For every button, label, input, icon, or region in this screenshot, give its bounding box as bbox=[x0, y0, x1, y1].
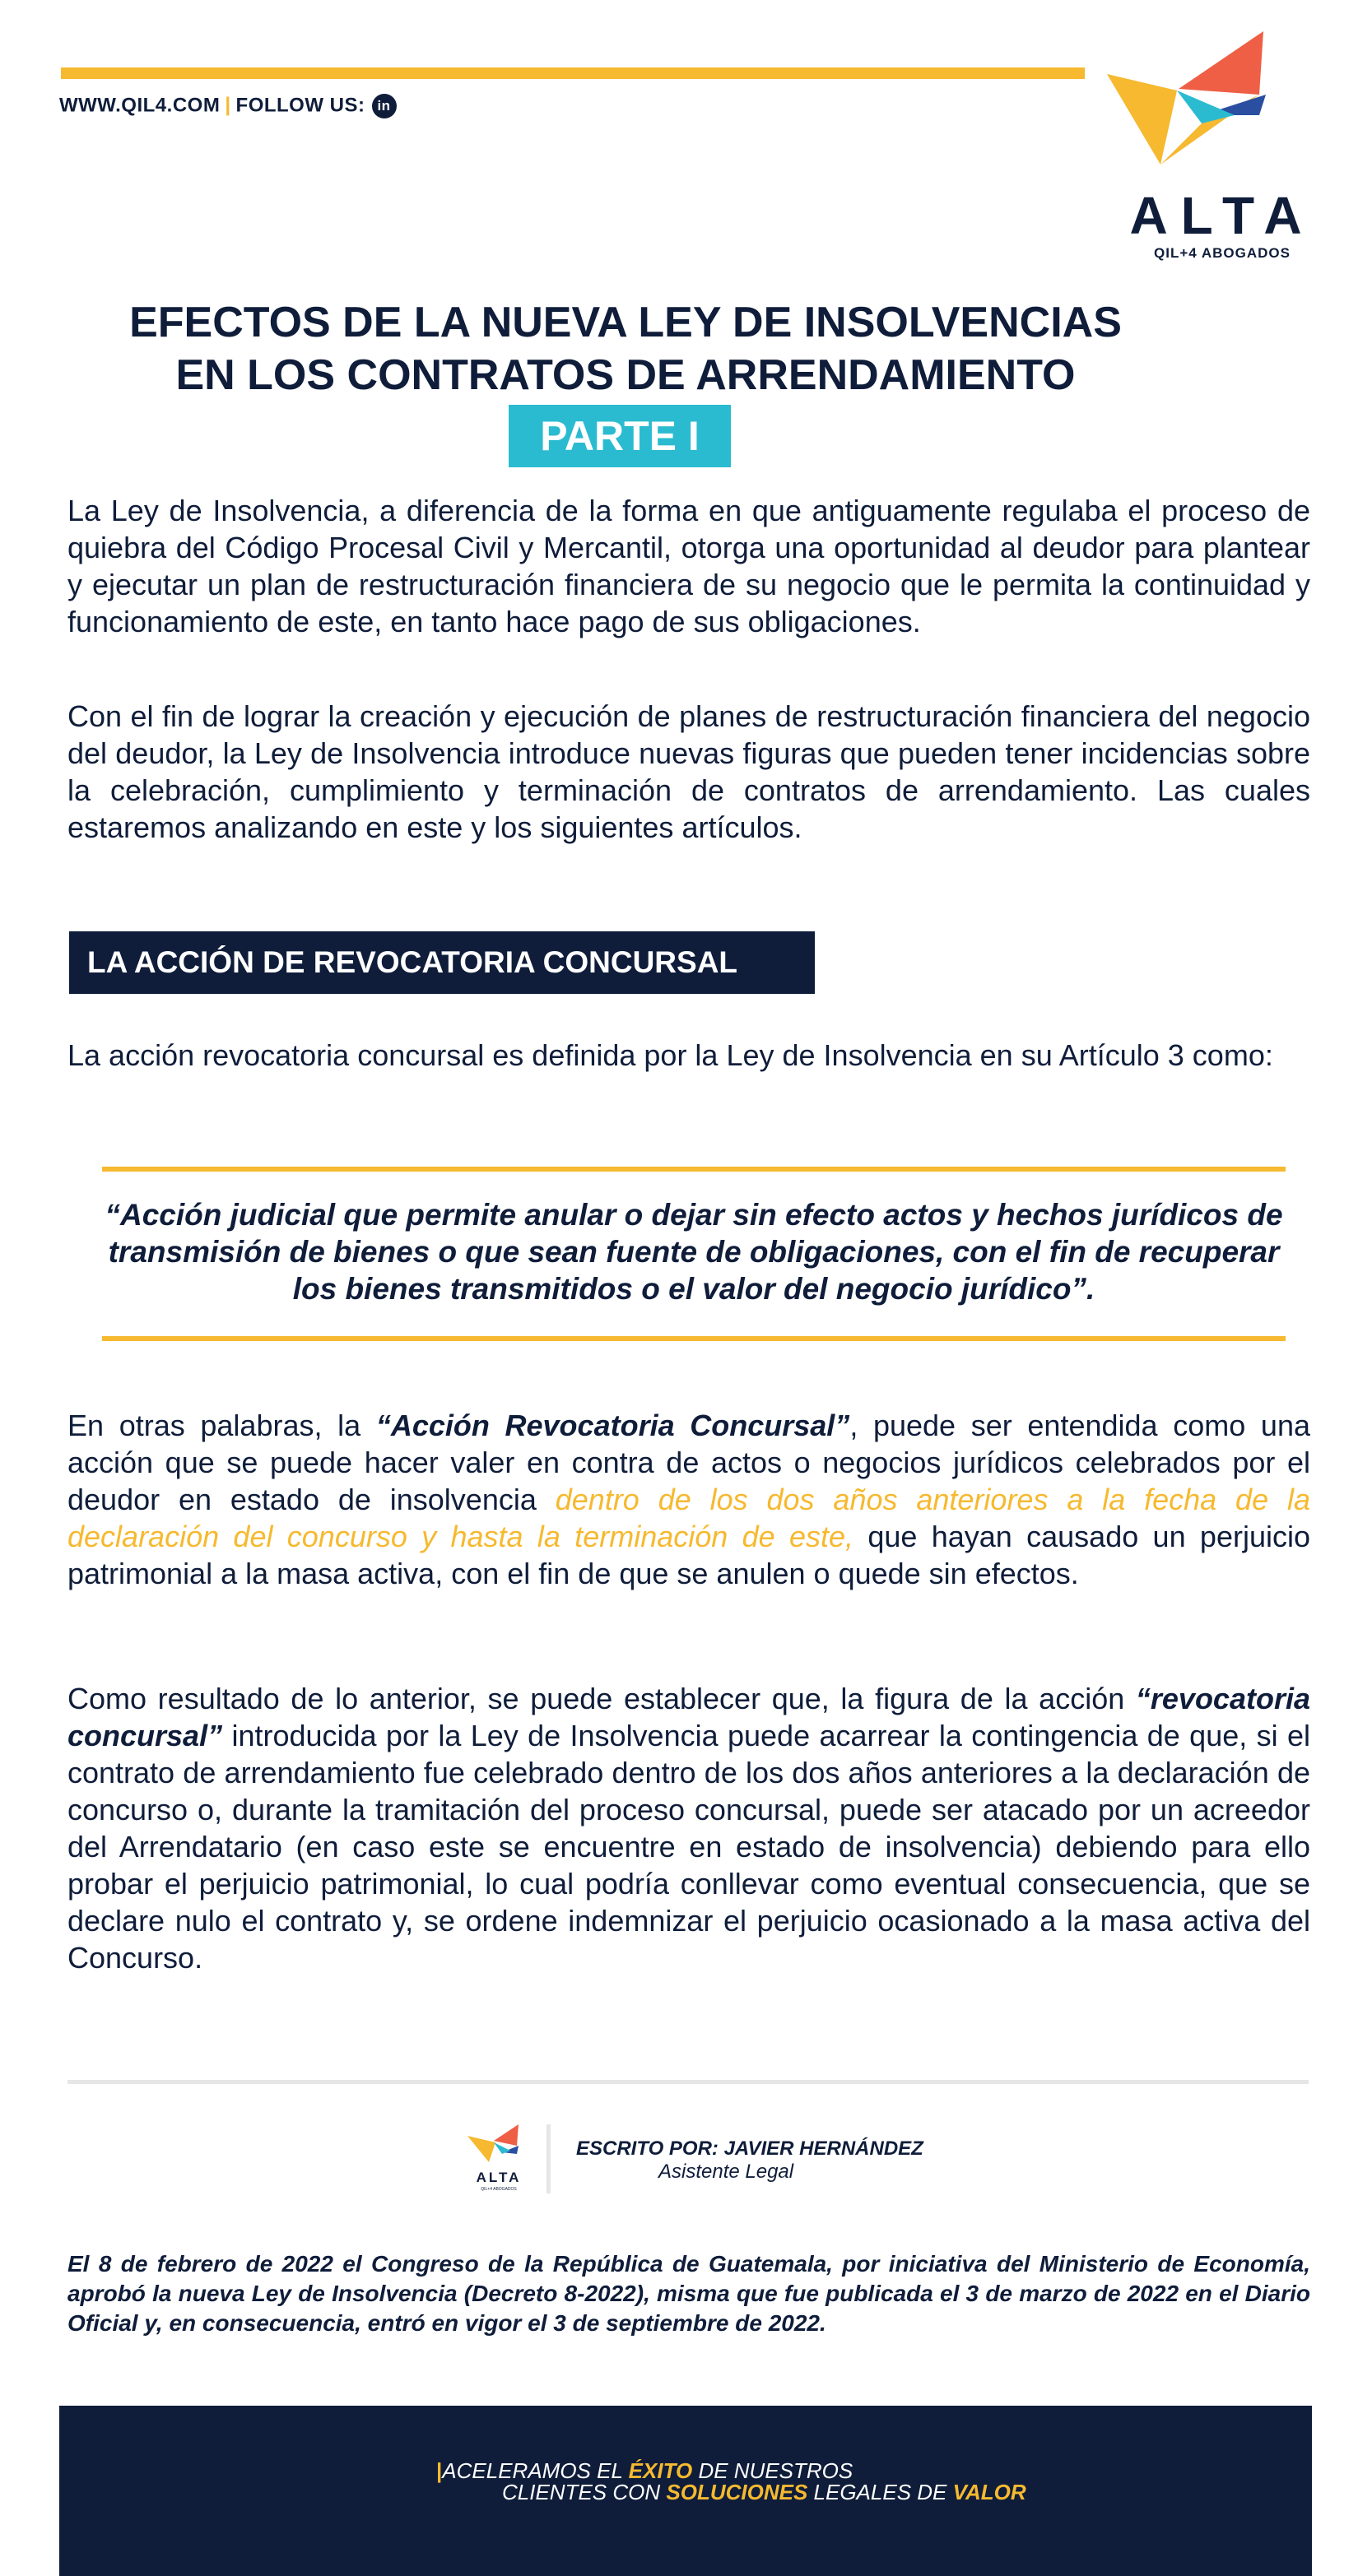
second-paragraph: Con el fin de lograr la creación y ejecución de planes de restructuración financiera del negocio del deudor, la Ley de Insolvencia introduce nuevas figuras que pueden tener incidencias sobre la celebración, cumplimiento y terminación de contratos de arrendamiento. Las cuales estaremos analizando en este y los siguientes artículos. bbox=[67, 699, 1310, 844]
slogan-exito: ÉXITO bbox=[628, 2458, 693, 2483]
follow-label: FOLLOW US: bbox=[235, 94, 365, 117]
slogan-line-2 bbox=[502, 2480, 1026, 2505]
page-title bbox=[82, 296, 1169, 401]
p4-text-c: , puede ser entendida como una acción que se puede hacer valer en contra de actos o negocios jurídicos celebrados por el deudor en estado de insolvencia bbox=[67, 1409, 1310, 1516]
slogan-soluciones: SOLUCIONES bbox=[666, 2480, 808, 2504]
intro-paragraph: La Ley de Insolvencia, a diferencia de la forma en que antiguamente regulaba el proceso de quiebra del Código Procesal Civil y Mercantil, otorga una oportunidad al deudor para plantear y ejecutar un plan de restructuración financiera de su negocio que le permita la continuidad y funcionamiento de este, en tanto hace pago de sus obligaciones. bbox=[67, 494, 1310, 638]
author-role: Asistente Legal bbox=[658, 2161, 794, 2183]
author-separator bbox=[546, 2124, 551, 2193]
top-accent-bar bbox=[61, 67, 1085, 79]
small-logo-word: ALTA bbox=[476, 2170, 522, 2185]
law-quote: “Acción judicial que permite anular o dejar sin efecto actos y hechos jurídicos de transmisión de bienes o que sean fuente de obligaciones, con el fin de recuperar los bienes transmitidos o el valor del negocio jurídico”. bbox=[105, 1198, 1283, 1306]
slogan-valor: VALOR bbox=[952, 2480, 1026, 2504]
slogan-l2-a: CLIENTES CON bbox=[502, 2480, 667, 2504]
header-contact bbox=[59, 94, 397, 118]
conclusion-paragraph bbox=[67, 1680, 1310, 1976]
title-line-2: EN LOS CONTRATOS DE ARRENDAMIENTO bbox=[175, 351, 1076, 399]
quote-top-rule bbox=[102, 1167, 1286, 1172]
linkedin-icon[interactable]: in bbox=[372, 94, 397, 118]
background-note: El 8 de febrero de 2022 el Congreso de la República de Guatemala, por iniciativa del Ministerio de Economía, aprobó la nueva Ley de Insolvencia (Decreto 8-2022), misma que fue publicada el 3 de marzo de 2022 en el Diario Oficial y, en consecuencia, entró en vigor el 3 de septiembre de 2022. bbox=[67, 2251, 1310, 2336]
explanation-paragraph bbox=[67, 1407, 1310, 1592]
title-line-1: EFECTOS DE LA NUEVA LEY DE INSOLVENCIAS bbox=[129, 299, 1122, 346]
website-link[interactable]: WWW.QIL4.COM bbox=[59, 94, 221, 117]
logo-teal-shape bbox=[1177, 91, 1235, 123]
header-separator: | bbox=[225, 94, 231, 117]
slogan-l2-c: LEGALES DE bbox=[807, 2480, 953, 2504]
small-logo-coral bbox=[494, 2124, 519, 2146]
p5-term: “revocatoria concursal” bbox=[67, 1682, 1310, 1752]
p5-text-a: Como resultado de lo anterior, se puede establecer que, la figura de la acción bbox=[67, 1682, 1136, 1715]
definition-intro: La acción revocatoria concursal es definida por la Ley de Insolvencia en su Artículo 3 como: bbox=[67, 1038, 1273, 1072]
p5-text-c: introducida por la Ley de Insolvencia puede acarrear la contingencia de que, si el contrato de arrendamiento fue celebrado dentro de los dos años anteriores a la declaración de concurso o, durante la tramitación del proceso concursal, puede ser atacado por un acreedor del Arrendatario (en caso este se encuentre en estado de insolvencia) debiendo para ello probar el perjuicio patrimonial, lo cual podría conllevar como eventual consecuencia, que se declare nulo el contrato y, se ordene indemnizar el perjuicio ocasionado a la masa activa del Concurso. bbox=[67, 1719, 1310, 1975]
quote-bottom-rule bbox=[102, 1336, 1286, 1341]
author-byline: ESCRITO POR: JAVIER HERNÁNDEZ bbox=[576, 2137, 923, 2160]
author-logo bbox=[463, 2123, 535, 2193]
small-logo-gold bbox=[467, 2136, 495, 2162]
p4-term: “Acción Revocatoria Concursal” bbox=[375, 1409, 850, 1442]
p4-text-a: En otras palabras, la bbox=[67, 1409, 376, 1442]
p4-highlight: dentro de los dos años anteriores a la fecha de la declaración del concurso y hasta la terminación de este, bbox=[67, 1483, 1310, 1553]
slogan-l1-c: DE NUESTROS bbox=[692, 2458, 853, 2483]
logo-subtitle: QIL+4 ABOGADOS bbox=[1154, 245, 1291, 261]
logo-coral-shape bbox=[1179, 31, 1263, 95]
p4-text-e: que hayan causado un perjuicio patrimonial a la masa activa, con el fin de que se anulen o quede sin efectos. bbox=[67, 1520, 1310, 1590]
section-divider bbox=[67, 2080, 1309, 2084]
small-logo-sub: QIL+4 ABOGADOS bbox=[481, 2187, 517, 2192]
part-badge: PARTE I bbox=[509, 405, 731, 467]
logo-gold-wing bbox=[1107, 74, 1177, 165]
section-heading: LA ACCIÓN DE REVOCATORIA CONCURSAL bbox=[69, 931, 815, 994]
logo-wordmark: ALTA bbox=[1129, 186, 1315, 245]
slogan-bar: | bbox=[436, 2458, 443, 2483]
slogan-l1-a: ACELERAMOS EL bbox=[442, 2458, 629, 2483]
